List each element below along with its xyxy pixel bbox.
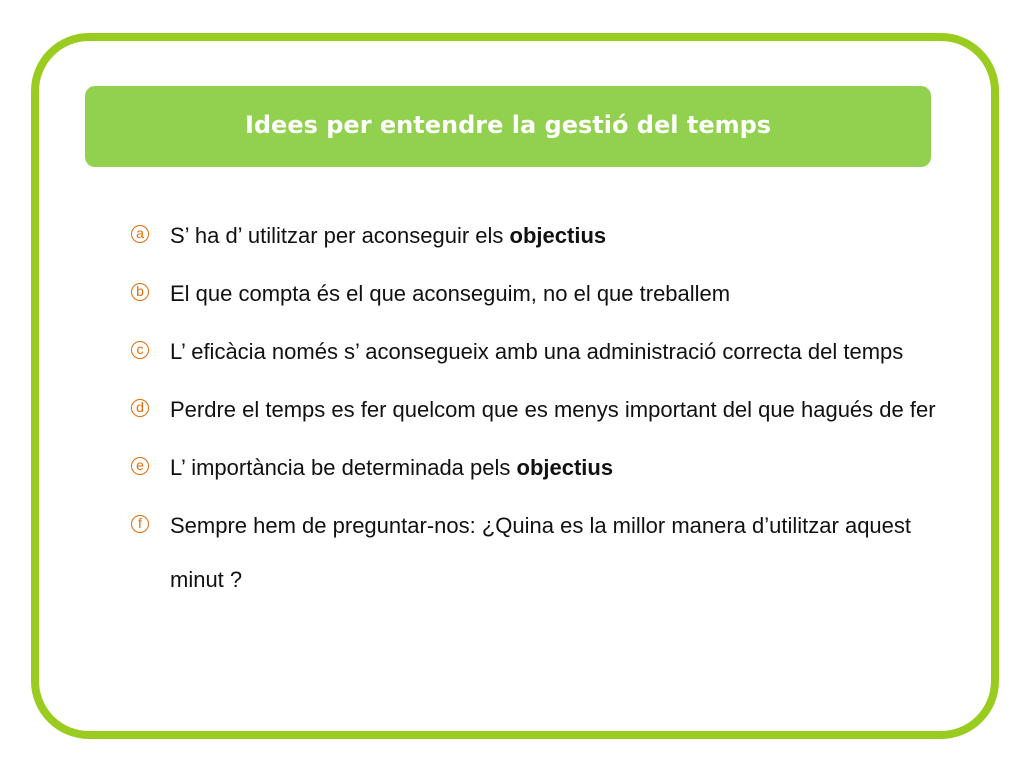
circled-letter-icon: d	[131, 399, 149, 417]
list-item-e	[128, 441, 938, 495]
title-banner	[85, 86, 931, 167]
list-item-text: El que compta és el que aconseguim, no el que treballem	[170, 281, 731, 306]
circled-letter-icon: c	[131, 341, 149, 359]
circled-letter-icon: a	[131, 225, 149, 243]
list-item-d	[128, 383, 938, 437]
ideas-list	[128, 209, 938, 611]
list-item-a	[128, 209, 938, 263]
list-item-f	[128, 499, 938, 607]
circled-letter-icon: e	[131, 457, 149, 475]
slide-title: Idees per entendre la gestió del temps	[244, 110, 772, 139]
list-item-text: L’ importància be determinada pels	[170, 455, 517, 480]
circled-letter-icon: b	[131, 283, 149, 301]
list-item-bold-text: objectius	[509, 223, 607, 248]
list-item-text: S’ ha d’ utilitzar per aconseguir els	[170, 223, 510, 248]
circled-letter-icon: f	[131, 515, 149, 533]
list-item-bold-text: objectius	[516, 455, 614, 480]
list-item-b	[128, 267, 938, 321]
list-item-text: Sempre hem de preguntar-nos: ¿Quina es la millor manera d’utilitzar aquest minut ?	[170, 513, 912, 592]
list-item-text: Perdre el temps es fer quelcom que es menys important del que hagués de fer	[170, 397, 936, 422]
list-item-text: L’ eficàcia només s’ aconsegueix amb una administració correcta del temps	[170, 339, 904, 364]
list-item-c	[128, 325, 938, 379]
